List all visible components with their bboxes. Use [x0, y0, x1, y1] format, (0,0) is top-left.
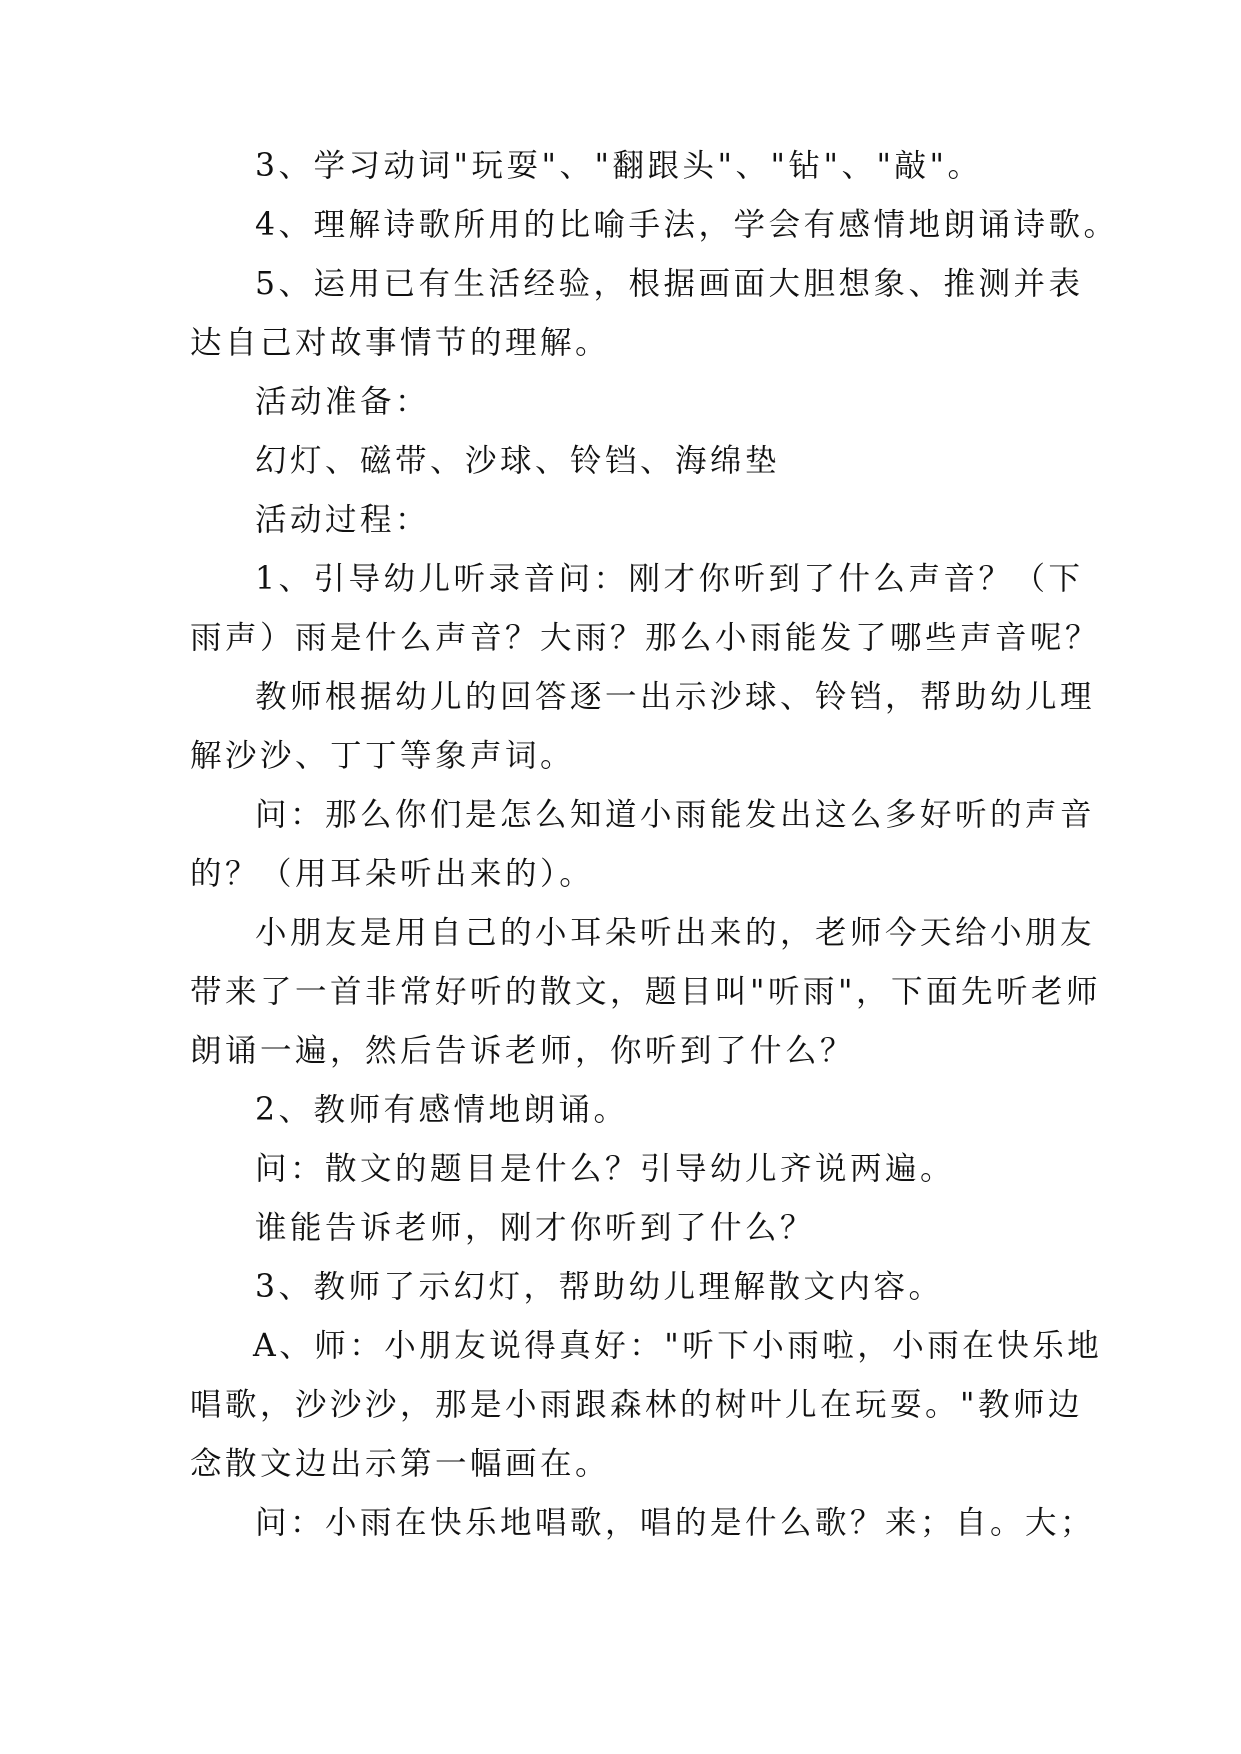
paragraph-continuation: 朗诵一遍，然后告诉老师，你听到了什么？ [190, 1033, 856, 1069]
goal-5-continuation: 达自己对故事情节的理解。 [190, 325, 611, 361]
paragraph-line: 教师根据幼儿的回答逐一出示沙球、铃铛，帮助幼儿理 [255, 679, 1096, 715]
preparation-heading: 活动准备： [255, 384, 431, 420]
part-a-continuation: 唱歌，沙沙沙，那是小雨跟森林的树叶儿在玩耍。"教师边 [190, 1387, 1083, 1423]
part-a-line: A、师：小朋友说得真好："听下小雨啦，小雨在快乐地 [253, 1328, 1103, 1364]
question-line: 谁能告诉老师，刚才你听到了什么？ [255, 1210, 816, 1246]
question-line: 问：小雨在快乐地唱歌，唱的是什么歌？来；自。大； [255, 1505, 1096, 1541]
paragraph-continuation: 带来了一首非常好听的散文，题目叫"听雨"，下面先听老师 [190, 974, 1101, 1010]
step-2-line: 2、教师有感情地朗诵。 [255, 1092, 629, 1128]
preparation-materials: 幻灯、磁带、沙球、铃铛、海绵垫 [255, 443, 781, 479]
question-line: 问：那么你们是怎么知道小雨能发出这么多好听的声音 [255, 797, 1096, 833]
step-3-line: 3、教师了示幻灯，帮助幼儿理解散文内容。 [255, 1269, 944, 1305]
goal-3-line: 3、学习动词"玩耍"、"翻跟头"、"钻"、"敲"。 [255, 148, 983, 184]
part-a-continuation: 念散文边出示第一幅画在。 [190, 1446, 611, 1482]
goal-4-line: 4、理解诗歌所用的比喻手法，学会有感情地朗诵诗歌。 [255, 207, 1119, 243]
step-1-line: 1、引导幼儿听录音问：刚才你听到了什么声音？（下 [255, 561, 1084, 597]
step-1-continuation: 雨声）雨是什么声音？大雨？那么小雨能发了哪些声音呢？ [190, 620, 1101, 656]
goal-5-line: 5、运用已有生活经验，根据画面大胆想象、推测并表 [255, 266, 1084, 302]
question-continuation: 的？（用耳朵听出来的）。 [190, 856, 595, 892]
question-line: 问：散文的题目是什么？引导幼儿齐说两遍。 [255, 1151, 956, 1187]
paragraph-line: 小朋友是用自己的小耳朵听出来的，老师今天给小朋友 [255, 915, 1096, 951]
process-heading: 活动过程： [255, 502, 431, 538]
paragraph-continuation: 解沙沙、丁丁等象声词。 [190, 738, 576, 774]
